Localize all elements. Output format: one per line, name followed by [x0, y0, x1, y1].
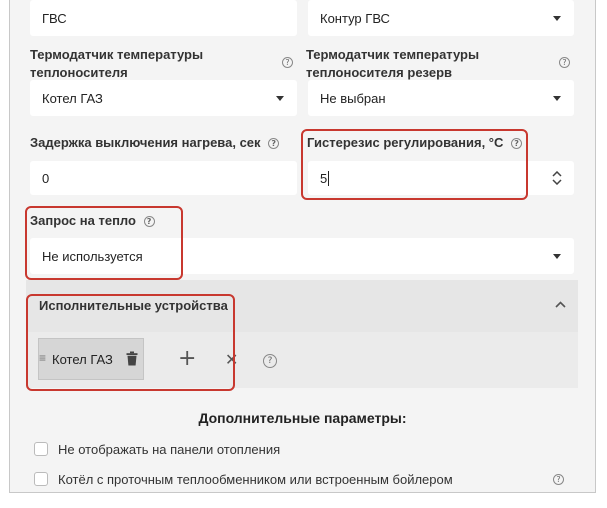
help-circle-icon[interactable]: ? [553, 474, 564, 485]
sensor-reserve-value: Не выбран [320, 90, 386, 106]
sensor-reserve-select[interactable] [308, 80, 574, 116]
help-circle-icon[interactable]: ? [268, 138, 279, 149]
circuit-type-value: ГВС [42, 10, 67, 26]
circuit-type-select[interactable] [30, 0, 297, 36]
chevron-down-icon [553, 254, 561, 259]
drag-handle-icon[interactable]: ≡ [39, 351, 47, 365]
circuit-select[interactable] [308, 0, 574, 36]
delay-label: Задержка выключения нагрева, сек ? [30, 134, 279, 152]
heat-request-value: Не используется [42, 248, 143, 264]
hide-panel-checkbox[interactable] [34, 442, 48, 456]
chevron-down-icon [553, 96, 561, 101]
circuit-value: Контур ГВС [320, 10, 390, 26]
highlight-heat-request [25, 206, 183, 280]
sensor-select[interactable] [30, 80, 297, 116]
sensor-label: Термодатчик температуры теплоносителя [30, 47, 204, 80]
help-circle-icon[interactable]: ? [263, 354, 277, 368]
help-circle-icon[interactable]: ? [559, 57, 570, 68]
spinner-arrows-icon[interactable] [552, 171, 562, 185]
highlight-hysteresis [301, 129, 528, 200]
settings-form [9, 0, 596, 493]
extra-title: Дополнительные параметры: [198, 410, 407, 426]
help-circle-icon[interactable]: ? [511, 138, 522, 149]
heat-request-label: Запрос на тепло ? [30, 212, 155, 230]
plus-icon[interactable]: + [178, 346, 197, 371]
actuators-title: Исполнительные устройства [39, 298, 228, 313]
actuator-name: Котел ГАЗ [52, 352, 113, 367]
hysteresis-label: Гистерезис регулирования, °С ? [307, 134, 522, 152]
hysteresis-value: 5 [320, 170, 328, 186]
flow-boiler-checkbox[interactable] [34, 472, 48, 486]
sensor-reserve-label: Термодатчик температуры теплоносителя резерв [306, 47, 480, 80]
help-circle-icon[interactable]: ? [144, 216, 155, 227]
flow-boiler-label: Котёл с проточным теплообменником или встроенным бойлером [58, 472, 453, 487]
delay-input[interactable] [30, 161, 297, 195]
help-circle-icon[interactable]: ? [282, 57, 293, 68]
delay-value: 0 [42, 170, 50, 186]
highlight-actuators [26, 294, 235, 391]
chevron-down-icon [553, 16, 561, 21]
hide-panel-label: Не отображать на панели отопления [58, 442, 281, 457]
sensor-value: Котел ГАЗ [42, 90, 103, 106]
close-icon[interactable]: ✕ [225, 350, 239, 369]
chevron-down-icon [276, 96, 284, 101]
chevron-up-icon[interactable] [555, 301, 566, 308]
